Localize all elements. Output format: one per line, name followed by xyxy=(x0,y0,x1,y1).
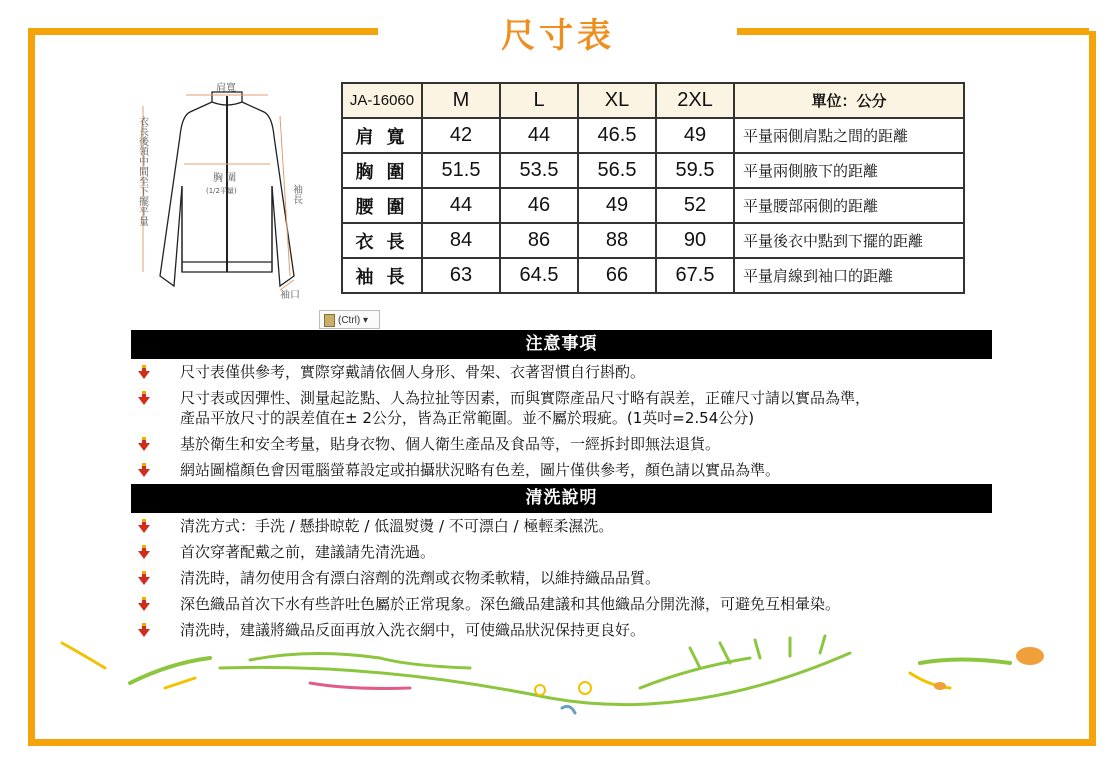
cell-value: 51.5 xyxy=(422,153,500,188)
table-row xyxy=(342,188,964,223)
list-item-text: 清洗時，建議將織品反面再放入洗衣網中，可使織品狀況保持更良好。 xyxy=(180,621,646,639)
row-label: 肩 寬 xyxy=(342,118,422,153)
jacket-measure-diagram xyxy=(130,76,320,308)
chest-note: (1/2平量) xyxy=(206,187,237,195)
row-label: 袖 長 xyxy=(342,258,422,293)
cell-value: 44 xyxy=(500,118,578,153)
size-table-header xyxy=(342,83,964,118)
list-item-text: 尺寸表僅供參考，實際穿戴請依個人身形、骨架、衣著習慣自行斟酌。 xyxy=(180,363,646,381)
care-list xyxy=(131,516,992,646)
row-description: 平量腰部兩側的距離 xyxy=(734,188,964,223)
cell-value: 49 xyxy=(578,188,656,223)
list-item-text: 網站圖檔顏色會因電腦螢幕設定或拍攝狀況略有色差，圖片僅供參考，顏色請以實品為準。 xyxy=(180,461,781,479)
size-table xyxy=(341,82,965,294)
arrow-down-icon xyxy=(138,597,150,611)
cuff-label: 袖口 xyxy=(280,290,300,301)
paste-options-label: (Ctrl) xyxy=(338,315,361,326)
arrow-down-icon xyxy=(138,391,150,405)
cell-value: 90 xyxy=(656,223,734,258)
list-item xyxy=(131,460,992,480)
unit-label: 單位：公分 xyxy=(734,83,964,118)
arrow-down-icon xyxy=(138,437,150,451)
list-item-text: 尺寸表或因彈性、測量起訖點、人為拉扯等因素，而與實際產品尺寸略有誤差，正確尺寸請以實品為準， xyxy=(180,389,871,407)
arrow-down-icon xyxy=(138,519,150,533)
row-description: 平量後衣中點到下擺的距離 xyxy=(734,223,964,258)
cell-value: 46 xyxy=(500,188,578,223)
cell-value: 49 xyxy=(656,118,734,153)
list-item xyxy=(131,388,992,408)
list-item xyxy=(131,516,992,542)
page-title: 尺寸表 xyxy=(501,16,615,56)
list-item-text: 產品平放尺寸的誤差值在± 2公分，皆為正常範圍。並不屬於瑕疵。(1英吋=2.54公分) xyxy=(180,409,755,427)
table-row xyxy=(342,153,964,188)
table-row xyxy=(342,258,964,293)
table-row xyxy=(342,118,964,153)
list-item xyxy=(131,568,992,594)
arrow-down-icon xyxy=(138,463,150,477)
notes-list xyxy=(131,362,992,480)
list-item-text: 清洗時，請勿使用含有漂白溶劑的洗劑或衣物柔軟精，以維持織品品質。 xyxy=(180,569,661,587)
cell-value: 67.5 xyxy=(656,258,734,293)
cell-value: 53.5 xyxy=(500,153,578,188)
cell-value: 64.5 xyxy=(500,258,578,293)
care-header: 清洗說明 xyxy=(131,484,992,513)
product-code: JA-16060 xyxy=(342,83,422,118)
size-l: L xyxy=(500,83,578,118)
clipboard-icon xyxy=(324,314,335,327)
list-item xyxy=(131,542,992,568)
size-2xl: 2XL xyxy=(656,83,734,118)
cell-value: 88 xyxy=(578,223,656,258)
shoulder-label: 肩寬 xyxy=(216,83,236,94)
cell-value: 84 xyxy=(422,223,500,258)
dropdown-arrow-icon: ▾ xyxy=(360,315,369,326)
cell-value: 46.5 xyxy=(578,118,656,153)
row-description: 平量肩線到袖口的距離 xyxy=(734,258,964,293)
length-label: 衣長後領中間至下擺平量 xyxy=(136,116,148,226)
row-label: 胸 圍 xyxy=(342,153,422,188)
list-item-text: 深色織品首次下水有些許吐色屬於正常現象。深色織品建議和其他織品分開洗滌，可避免互相暈染。 xyxy=(180,595,841,613)
sleeve-label: 袖長 xyxy=(290,184,302,204)
list-item-text: 基於衛生和安全考量，貼身衣物、個人衛生產品及食品等，一經拆封即無法退貨。 xyxy=(180,435,721,453)
chest-label: 胸 圍 xyxy=(213,173,237,184)
list-item xyxy=(131,434,992,460)
arrow-down-icon xyxy=(138,365,150,379)
row-description: 平量兩側腋下的距離 xyxy=(734,153,964,188)
list-item-text: 首次穿著配戴之前，建議請先清洗過。 xyxy=(180,543,436,561)
row-label: 衣 長 xyxy=(342,223,422,258)
arrow-down-icon xyxy=(138,571,150,585)
notes-header: 注意事項 xyxy=(131,330,992,359)
cell-value: 52 xyxy=(656,188,734,223)
leaf-decoration xyxy=(50,628,1070,728)
list-item-text: 清洗方式：手洗 / 懸掛晾乾 / 低溫熨燙 / 不可漂白 / 極輕柔濕洗。 xyxy=(180,517,614,535)
row-description: 平量兩側肩點之間的距離 xyxy=(734,118,964,153)
list-item xyxy=(131,594,992,620)
paste-options-button[interactable] xyxy=(319,310,380,329)
cell-value: 56.5 xyxy=(578,153,656,188)
list-item-continuation xyxy=(131,408,992,434)
list-item xyxy=(131,362,992,388)
size-xl: XL xyxy=(578,83,656,118)
cell-value: 59.5 xyxy=(656,153,734,188)
cell-value: 63 xyxy=(422,258,500,293)
size-m: M xyxy=(422,83,500,118)
cell-value: 42 xyxy=(422,118,500,153)
table-row xyxy=(342,223,964,258)
cell-value: 86 xyxy=(500,223,578,258)
arrow-down-icon xyxy=(138,545,150,559)
cell-value: 66 xyxy=(578,258,656,293)
row-label: 腰 圍 xyxy=(342,188,422,223)
cell-value: 44 xyxy=(422,188,500,223)
